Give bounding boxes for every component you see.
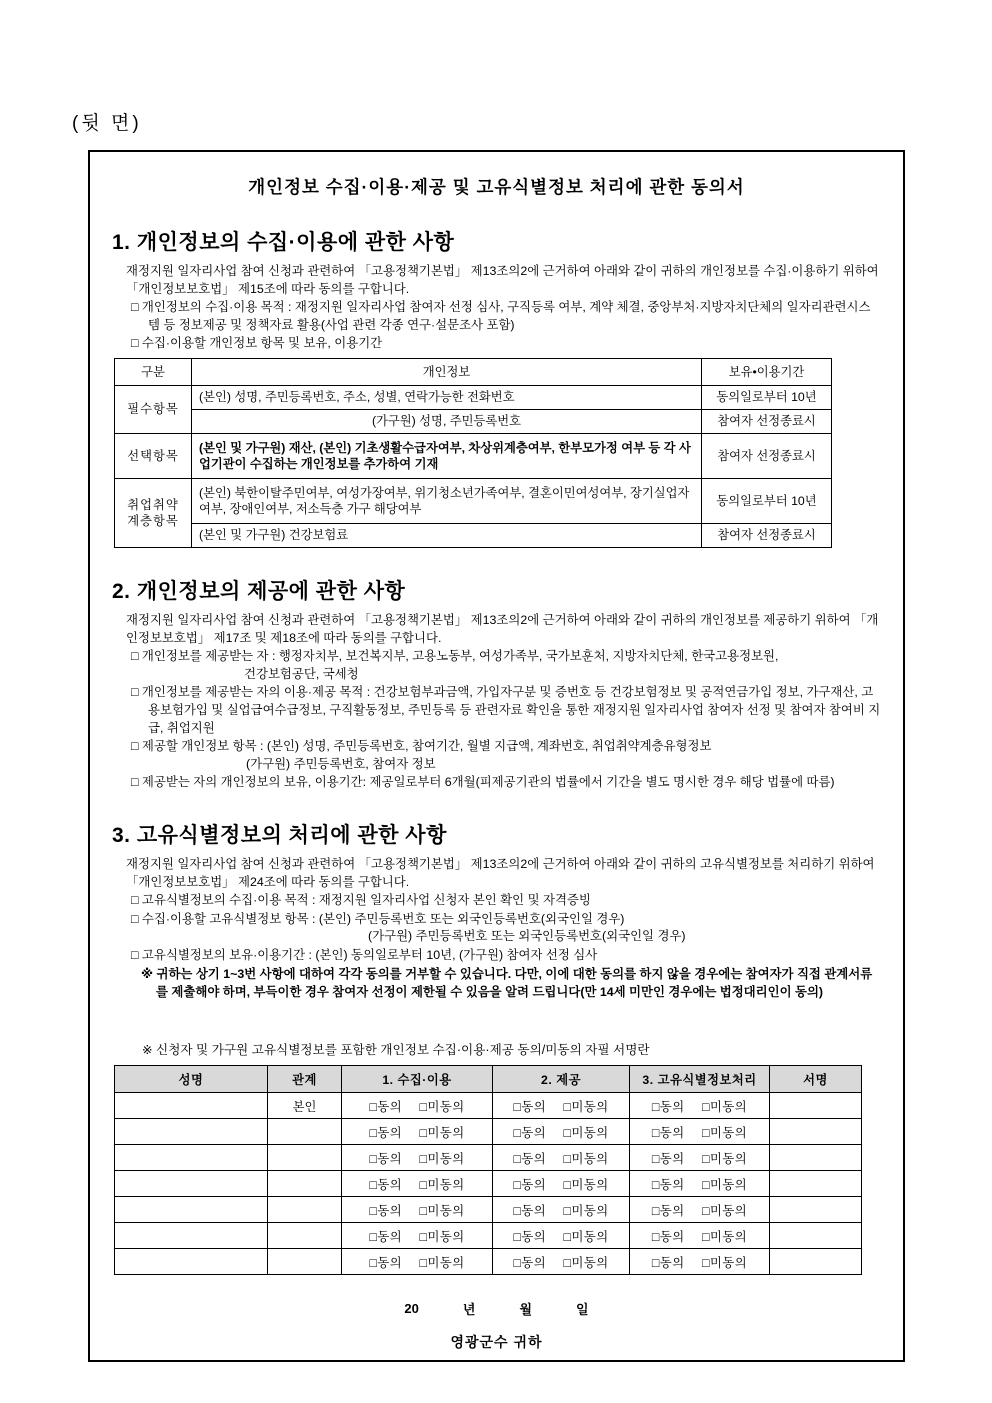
signature-cell[interactable] (770, 1197, 862, 1223)
vulnerable-insurance-period: 참여자 선정종료시 (702, 523, 832, 547)
unique-id-consent-cell (630, 1119, 770, 1145)
agree-checkbox[interactable]: □동의 (513, 1099, 547, 1114)
consent-form-border (88, 150, 905, 1362)
section1-heading: 1. 개인정보의 수집·이용에 관한 사항 (112, 231, 455, 254)
provision-consent-cell (493, 1093, 630, 1119)
year-prefix: 20 (404, 1301, 419, 1317)
signature-table-caption: ※ 신청자 및 가구원 고유식별정보를 포함한 개인정보 수집·이용·제공 동의/미동의 자필 서명란 (142, 1042, 650, 1057)
table-row (115, 433, 832, 478)
signer-name-cell[interactable] (115, 1093, 268, 1119)
agree-checkbox[interactable]: □동의 (651, 1255, 685, 1270)
signature-cell[interactable] (770, 1119, 862, 1145)
relation-cell (268, 1119, 342, 1145)
unique-id-consent-cell (630, 1249, 770, 1275)
provision-consent-cell (493, 1223, 630, 1249)
disagree-checkbox[interactable]: □미동의 (563, 1099, 609, 1114)
provision-consent-cell (493, 1171, 630, 1197)
col-header-sign: 서명 (770, 1066, 862, 1093)
signer-name-cell[interactable] (115, 1171, 268, 1197)
agree-checkbox[interactable]: □동의 (369, 1255, 403, 1270)
signer-name-cell[interactable] (115, 1223, 268, 1249)
personal-info-items-table (114, 358, 832, 548)
disagree-checkbox[interactable]: □미동의 (419, 1125, 465, 1140)
disagree-checkbox[interactable]: □미동의 (419, 1177, 465, 1192)
signature-rows-body (115, 1093, 862, 1275)
agree-checkbox[interactable]: □동의 (369, 1229, 403, 1244)
signature-cell[interactable] (770, 1093, 862, 1119)
col-header-name: 성명 (115, 1066, 268, 1093)
section1-intro: 재정지원 일자리사업 참여 신청과 관련하여 「고용정책기본법」 제13조의2에 근거하여 아래와 같이 귀하의 개인정보를 수집·이용하기 위하여 「개인정보보호법」 제15조에 따라 동의를 구합니다. (126, 264, 879, 296)
category-required: 필수항목 (115, 385, 192, 433)
agree-checkbox[interactable]: □동의 (651, 1151, 685, 1166)
consent-signature-table (114, 1065, 862, 1275)
signature-cell[interactable] (770, 1249, 862, 1275)
relation-cell (268, 1197, 342, 1223)
signature-row (115, 1119, 862, 1145)
disagree-checkbox[interactable]: □미동의 (702, 1177, 748, 1192)
col-header-retention: 보유•이용기간 (702, 358, 832, 385)
collect-use-consent-cell (342, 1093, 493, 1119)
section2-recipients-cont: 건강보험공단, 국세청 (244, 666, 359, 681)
disagree-checkbox[interactable]: □미동의 (702, 1151, 748, 1166)
section2-items-cont: (가구원) 주민등록번호, 참여자 정보 (246, 756, 436, 771)
section3-items-cont: (가구원) 주민등록번호 또는 외국인등록번호(외국인일 경우) (368, 929, 686, 944)
col-header-category: 구분 (115, 358, 192, 385)
unique-id-consent-cell (630, 1197, 770, 1223)
section3-retention: □ 고유식별정보의 보유·이용기간 : (본인) 동의일로부터 10년, (가구원) 참여자 선정 심사 (131, 947, 598, 962)
back-side-label: (뒷 면) (72, 113, 142, 134)
category-vulnerable-line2: 계층항목 (127, 513, 179, 528)
disagree-checkbox[interactable]: □미동의 (563, 1229, 609, 1244)
required-family-items: (가구원) 성명, 주민등록번호 (192, 409, 702, 433)
section1-items-label: □ 수집·이용할 개인정보 항목 및 보유, 이용기간 (131, 336, 383, 351)
collect-use-consent-cell (342, 1223, 493, 1249)
disagree-checkbox[interactable]: □미동의 (702, 1255, 748, 1270)
disagree-checkbox[interactable]: □미동의 (419, 1099, 465, 1114)
unique-id-consent-cell (630, 1145, 770, 1171)
signature-cell[interactable] (770, 1145, 862, 1171)
agree-checkbox[interactable]: □동의 (369, 1125, 403, 1140)
category-vulnerable (115, 478, 192, 547)
relation-cell (268, 1223, 342, 1249)
agree-checkbox[interactable]: □동의 (651, 1229, 685, 1244)
disagree-checkbox[interactable]: □미동의 (419, 1229, 465, 1244)
disagree-checkbox[interactable]: □미동의 (702, 1229, 748, 1244)
agree-checkbox[interactable]: □동의 (513, 1151, 547, 1166)
agree-checkbox[interactable]: □동의 (513, 1125, 547, 1140)
agree-checkbox[interactable]: □동의 (369, 1151, 403, 1166)
signature-row (115, 1093, 862, 1119)
signature-row (115, 1145, 862, 1171)
signature-row (115, 1197, 862, 1223)
optional-items: (본인 및 가구원) 재산, (본인) 기초생활수급자여부, 차상위계층여부, 한부모가정 여부 등 각 사업기관이 수집하는 개인정보를 추가하여 기재 (192, 433, 702, 478)
vulnerable-items: (본인) 북한이탈주민여부, 여성가장여부, 위기청소년가족여부, 결혼이민여성여부, 장기실업자여부, 장애인여부, 저소득층 가구 해당여부 (192, 478, 702, 523)
section3-purpose: □ 고유식별정보의 수집·이용 목적 : 재정지원 일자리사업 신청자 본인 확인 및 자격증빙 (131, 893, 591, 908)
signer-name-cell[interactable] (115, 1145, 268, 1171)
agree-checkbox[interactable]: □동의 (513, 1177, 547, 1192)
provision-consent-cell (493, 1145, 630, 1171)
section2-purpose: □ 개인정보를 제공받는 자의 이용·제공 목적 : 건강보험부과금액, 가입자구분 및 증번호 등 건강보험정보 및 공적연금가입 정보, 가구재산, 고용보험가입 및 실업급여수급정보, 구직활동정보, 주민등록 등 관련자료 확인을 통한 재정지원 일자리사업 참여자 선정 및 참여자 참여비 지급, 취업지원 (131, 685, 881, 735)
col-header-unique-id: 3. 고유식별정보처리 (630, 1066, 770, 1093)
section3-heading: 3. 고유식별정보의 처리에 관한 사항 (112, 823, 447, 847)
agree-checkbox[interactable]: □동의 (513, 1229, 547, 1244)
section2-retention: □ 제공받는 자의 개인정보의 보유, 이용기간: 제공일로부터 6개월(피제공기관의 법률에서 기간을 별도 명시한 경우 해당 법률에 따름) (131, 775, 835, 790)
section2-items: □ 제공할 개인정보 항목 : (본인) 성명, 주민등록번호, 참여기간, 월별 지급액, 계좌번호, 취업취약계층유형정보 (131, 739, 712, 754)
agree-checkbox[interactable]: □동의 (651, 1203, 685, 1218)
refusal-notice: ※ 귀하는 상기 1~3번 사항에 대하여 각각 동의를 거부할 수 있습니다. 다만, 이에 대한 동의를 하지 않을 경우에는 참여자가 직접 관계서류를 제출해야 하며, 부득이한 경우 참여자 선정이 제한될 수 있음을 알려 드립니다(만 14세 미만인 경우에는 법정대리인이 동의) (141, 967, 873, 1000)
section2-heading: 2. 개인정보의 제공에 관한 사항 (112, 579, 406, 603)
category-optional: 선택항목 (115, 433, 192, 478)
agree-checkbox[interactable]: □동의 (651, 1125, 685, 1140)
section-unique-id (112, 819, 881, 1002)
signature-row (115, 1171, 862, 1197)
agree-checkbox[interactable]: □동의 (369, 1099, 403, 1114)
category-vulnerable-line1: 취업취약 (127, 497, 179, 512)
provision-consent-cell (493, 1119, 630, 1145)
table-row (115, 385, 832, 409)
collect-use-consent-cell (342, 1171, 493, 1197)
disagree-checkbox[interactable]: □미동의 (702, 1125, 748, 1140)
unique-id-consent-cell (630, 1171, 770, 1197)
provision-consent-cell (493, 1197, 630, 1223)
optional-period: 참여자 선정종료시 (702, 433, 832, 478)
col-header-relation: 관계 (268, 1066, 342, 1093)
signature-cell[interactable] (770, 1171, 862, 1197)
disagree-checkbox[interactable]: □미동의 (563, 1125, 609, 1140)
relation-cell (268, 1145, 342, 1171)
disagree-checkbox[interactable]: □미동의 (563, 1203, 609, 1218)
section3-items: □ 수집·이용할 고유식별정보 항목 : (본인) 주민등록번호 또는 외국인등록번호(외국인일 경우) (131, 911, 625, 926)
col-header-personal-info: 개인정보 (192, 358, 702, 385)
required-self-items: (본인) 성명, 주민등록번호, 주소, 성별, 연락가능한 전화번호 (192, 385, 702, 409)
signer-name-cell[interactable] (115, 1119, 268, 1145)
provision-consent-cell (493, 1249, 630, 1275)
relation-cell (268, 1249, 342, 1275)
collect-use-consent-cell (342, 1197, 493, 1223)
signature-row (115, 1249, 862, 1275)
disagree-checkbox[interactable]: □미동의 (419, 1255, 465, 1270)
table-row (115, 409, 832, 433)
disagree-checkbox[interactable]: □미동의 (702, 1203, 748, 1218)
agree-checkbox[interactable]: □동의 (369, 1177, 403, 1192)
col-header-collect-use: 1. 수집·이용 (342, 1066, 493, 1093)
signature-header-row (115, 1066, 862, 1093)
agree-checkbox[interactable]: □동의 (369, 1203, 403, 1218)
month-label: 월 (519, 1302, 533, 1318)
disagree-checkbox[interactable]: □미동의 (563, 1255, 609, 1270)
signer-name-cell[interactable] (115, 1249, 268, 1275)
signature-cell[interactable] (770, 1223, 862, 1249)
required-self-period: 동의일로부터 10년 (702, 385, 832, 409)
collect-use-consent-cell (342, 1145, 493, 1171)
disagree-checkbox[interactable]: □미동의 (702, 1099, 748, 1114)
relation-cell (268, 1171, 342, 1197)
agree-checkbox[interactable]: □동의 (513, 1255, 547, 1270)
form-title: 개인정보 수집·이용·제공 및 고유식별정보 처리에 관한 동의서 (248, 177, 745, 197)
vulnerable-period: 동의일로부터 10년 (702, 478, 832, 523)
col-header-provision: 2. 제공 (493, 1066, 630, 1093)
disagree-checkbox[interactable]: □미동의 (419, 1203, 465, 1218)
date-line (112, 1299, 881, 1318)
section3-intro: 재정지원 일자리사업 참여 신청과 관련하여 「고용정책기본법」 제13조의2에 근거하여 아래와 같이 귀하의 고유식별정보를 처리하기 위하여 「개인정보보호법」 제24조에 따라 동의를 구합니다. (126, 856, 875, 889)
section2-recipients: □ 개인정보를 제공받는 자 : 행정자치부, 보건복지부, 고용노동부, 여성가족부, 국가보훈처, 지방자치단체, 한국고용정보원, (131, 649, 779, 664)
table-row (115, 478, 832, 523)
section-collection-use (112, 226, 881, 548)
disagree-checkbox[interactable]: □미동의 (563, 1151, 609, 1166)
unique-id-consent-cell (630, 1093, 770, 1119)
day-label: 일 (576, 1302, 589, 1318)
signer-name-cell[interactable] (115, 1197, 268, 1223)
unique-id-consent-cell (630, 1223, 770, 1249)
agree-checkbox[interactable]: □동의 (651, 1099, 685, 1114)
collect-use-consent-cell (342, 1119, 493, 1145)
signature-row (115, 1223, 862, 1249)
year-label: 년 (462, 1302, 476, 1318)
table-header-row (115, 358, 832, 385)
section1-purpose: □ 개인정보의 수집·이용 목적 : 재정지원 일자리사업 참여자 선정 심사, 구직등록 여부, 계약 체결, 중앙부처·지방자치단체의 일자리관련시스템 등 정보제공 및 정책자료 활용(사업 관련 각종 연구·설문조사 포함) (131, 300, 871, 332)
relation-cell: 본인 (268, 1093, 342, 1119)
vulnerable-insurance-items: (본인 및 가구원) 건강보험료 (192, 523, 702, 547)
section2-intro: 재정지원 일자리사업 참여 신청과 관련하여 「고용정책기본법」 제13조의2에 근거하여 아래와 같이 귀하의 개인정보를 제공하기 위하여 「개인정보보호법」 제17조 및 제18조에 따라 동의를 구합니다. (126, 612, 879, 645)
required-family-period: 참여자 선정종료시 (702, 409, 832, 433)
agree-checkbox[interactable]: □동의 (651, 1177, 685, 1192)
section-provision (112, 575, 881, 792)
collect-use-consent-cell (342, 1249, 493, 1275)
disagree-checkbox[interactable]: □미동의 (563, 1177, 609, 1192)
disagree-checkbox[interactable]: □미동의 (419, 1151, 465, 1166)
recipient-line: 영광군수 귀하 (450, 1334, 543, 1351)
agree-checkbox[interactable]: □동의 (513, 1203, 547, 1218)
table-row (115, 523, 832, 547)
